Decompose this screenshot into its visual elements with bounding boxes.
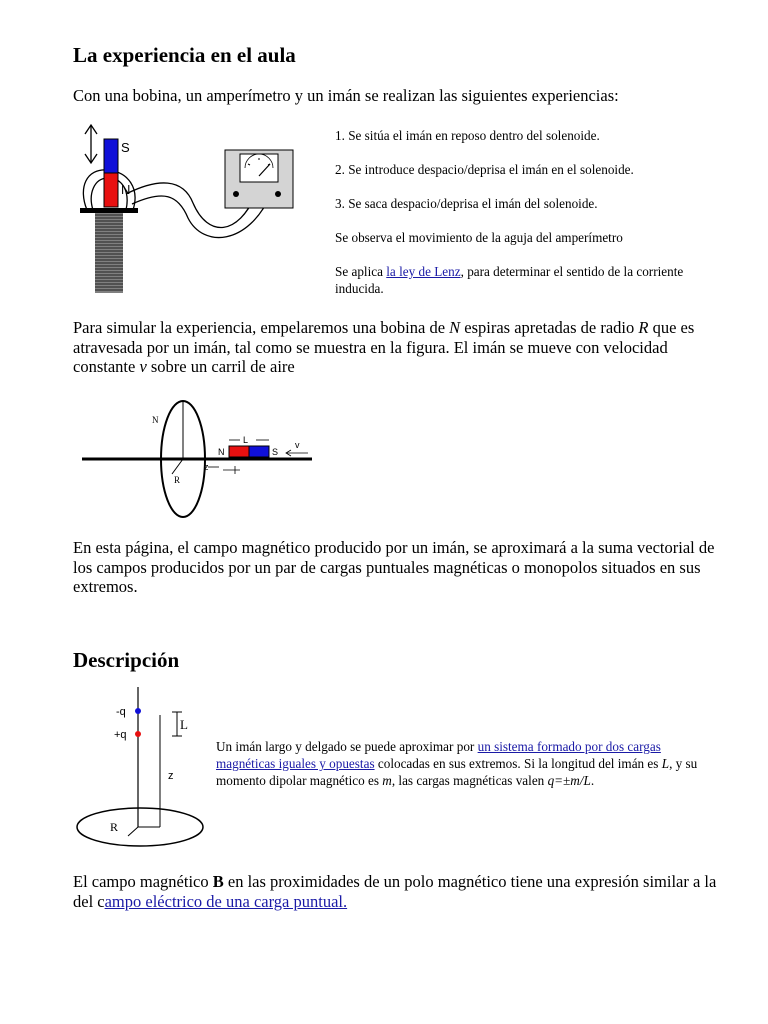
lenz-text-before: Se aplica [335, 264, 387, 279]
sim-var-v: v [139, 357, 147, 376]
lenz-law-link[interactable]: la ley de Lenz [386, 264, 461, 279]
desc-var-m: m [382, 773, 392, 788]
desc-var-l: L [661, 756, 670, 771]
plus-q-label: +q [114, 729, 127, 741]
ring-n-label: N [152, 415, 159, 425]
dipole-figure [72, 685, 212, 851]
step-2: 2. Se introduce despacio/deprisa el imán en el solenoide. [335, 162, 634, 177]
desc-text-1: Un imán largo y delgado se puede aproximar por [216, 739, 478, 754]
dipole-z-label: z [168, 770, 174, 782]
observe-text: Se observa el movimiento de la aguja del amperímetro [335, 230, 623, 245]
sim-text-2: espiras apretadas de radio [460, 318, 639, 337]
desc-text-4: , las cargas magnéticas valen [391, 773, 548, 788]
ring-r-label: R [174, 475, 181, 485]
step-3: 3. Se saca despacio/deprisa el imán del solenoide. [335, 196, 598, 211]
section-title-experiencia: La experiencia en el aula [73, 43, 296, 67]
sim-text-3: que es atravesada por un imán, tal como se muestra en la figura. El imán se mueve con velocidad constante [73, 318, 695, 376]
sim-text-1: Para simular la experiencia, empelaremos una bobina de [73, 318, 450, 337]
sim-var-n: N [449, 318, 461, 337]
approximation-paragraph: En esta página, el campo magnético producido por un imán, se aproximará a la suma vectorial de los campos producidos por un par de cargas puntuales magnéticas o monopolos situados en sus extremos. [73, 538, 715, 596]
lenz-text-after: , para determinar el sentido de la corriente inducida. [335, 264, 684, 296]
desc-text-5: . [590, 773, 595, 788]
field-text-1: El campo magnético [73, 872, 213, 891]
simulation-paragraph [73, 318, 723, 377]
minus-q-label: -q [116, 706, 126, 718]
magnetic-field-paragraph [73, 872, 723, 911]
ring-magnet-figure [80, 396, 320, 522]
sim-var-r: R [638, 318, 649, 337]
magnet-s-label: S [121, 140, 130, 155]
z-label: z [204, 462, 209, 472]
magnet-length-label: L [243, 435, 249, 445]
coil-ammeter-figure [78, 118, 308, 298]
description-paragraph [216, 738, 716, 789]
dipole-r-label: R [110, 820, 119, 834]
step-1: 1. Se sitúa el imán en reposo dentro del solenoide. [335, 128, 600, 143]
magnet-s-label-2: S [272, 447, 279, 457]
field-var-b: B [212, 872, 224, 891]
point-charge-field-link[interactable]: ampo eléctrico de una carga puntual. [104, 891, 348, 911]
magnet-n-label: N [121, 182, 131, 197]
intro-text: Con una bobina, un amperímetro y un imán se realizan las siguientes experiencias: [73, 86, 619, 105]
magnet-n-label-2: N [218, 447, 225, 457]
charge-formula: q=±m/L [547, 773, 591, 788]
lenz-paragraph [335, 263, 705, 297]
desc-text-2: colocadas en sus extremos. Si la longitud del imán es [374, 756, 662, 771]
velocity-label: v [295, 440, 300, 450]
dipole-length-label: L [180, 717, 188, 732]
section-title-descripcion: Descripción [73, 648, 180, 672]
field-text-2: en las proximidades de un polo magnético tiene una expresión similar a la del c [73, 872, 717, 911]
magnetic-charges-link[interactable]: un sistema formado por dos cargas magnéticas iguales y opuestas [216, 739, 661, 771]
desc-text-3: , y su momento dipolar magnético es [216, 756, 698, 788]
sim-text-4: sobre un carril de aire [146, 357, 295, 376]
